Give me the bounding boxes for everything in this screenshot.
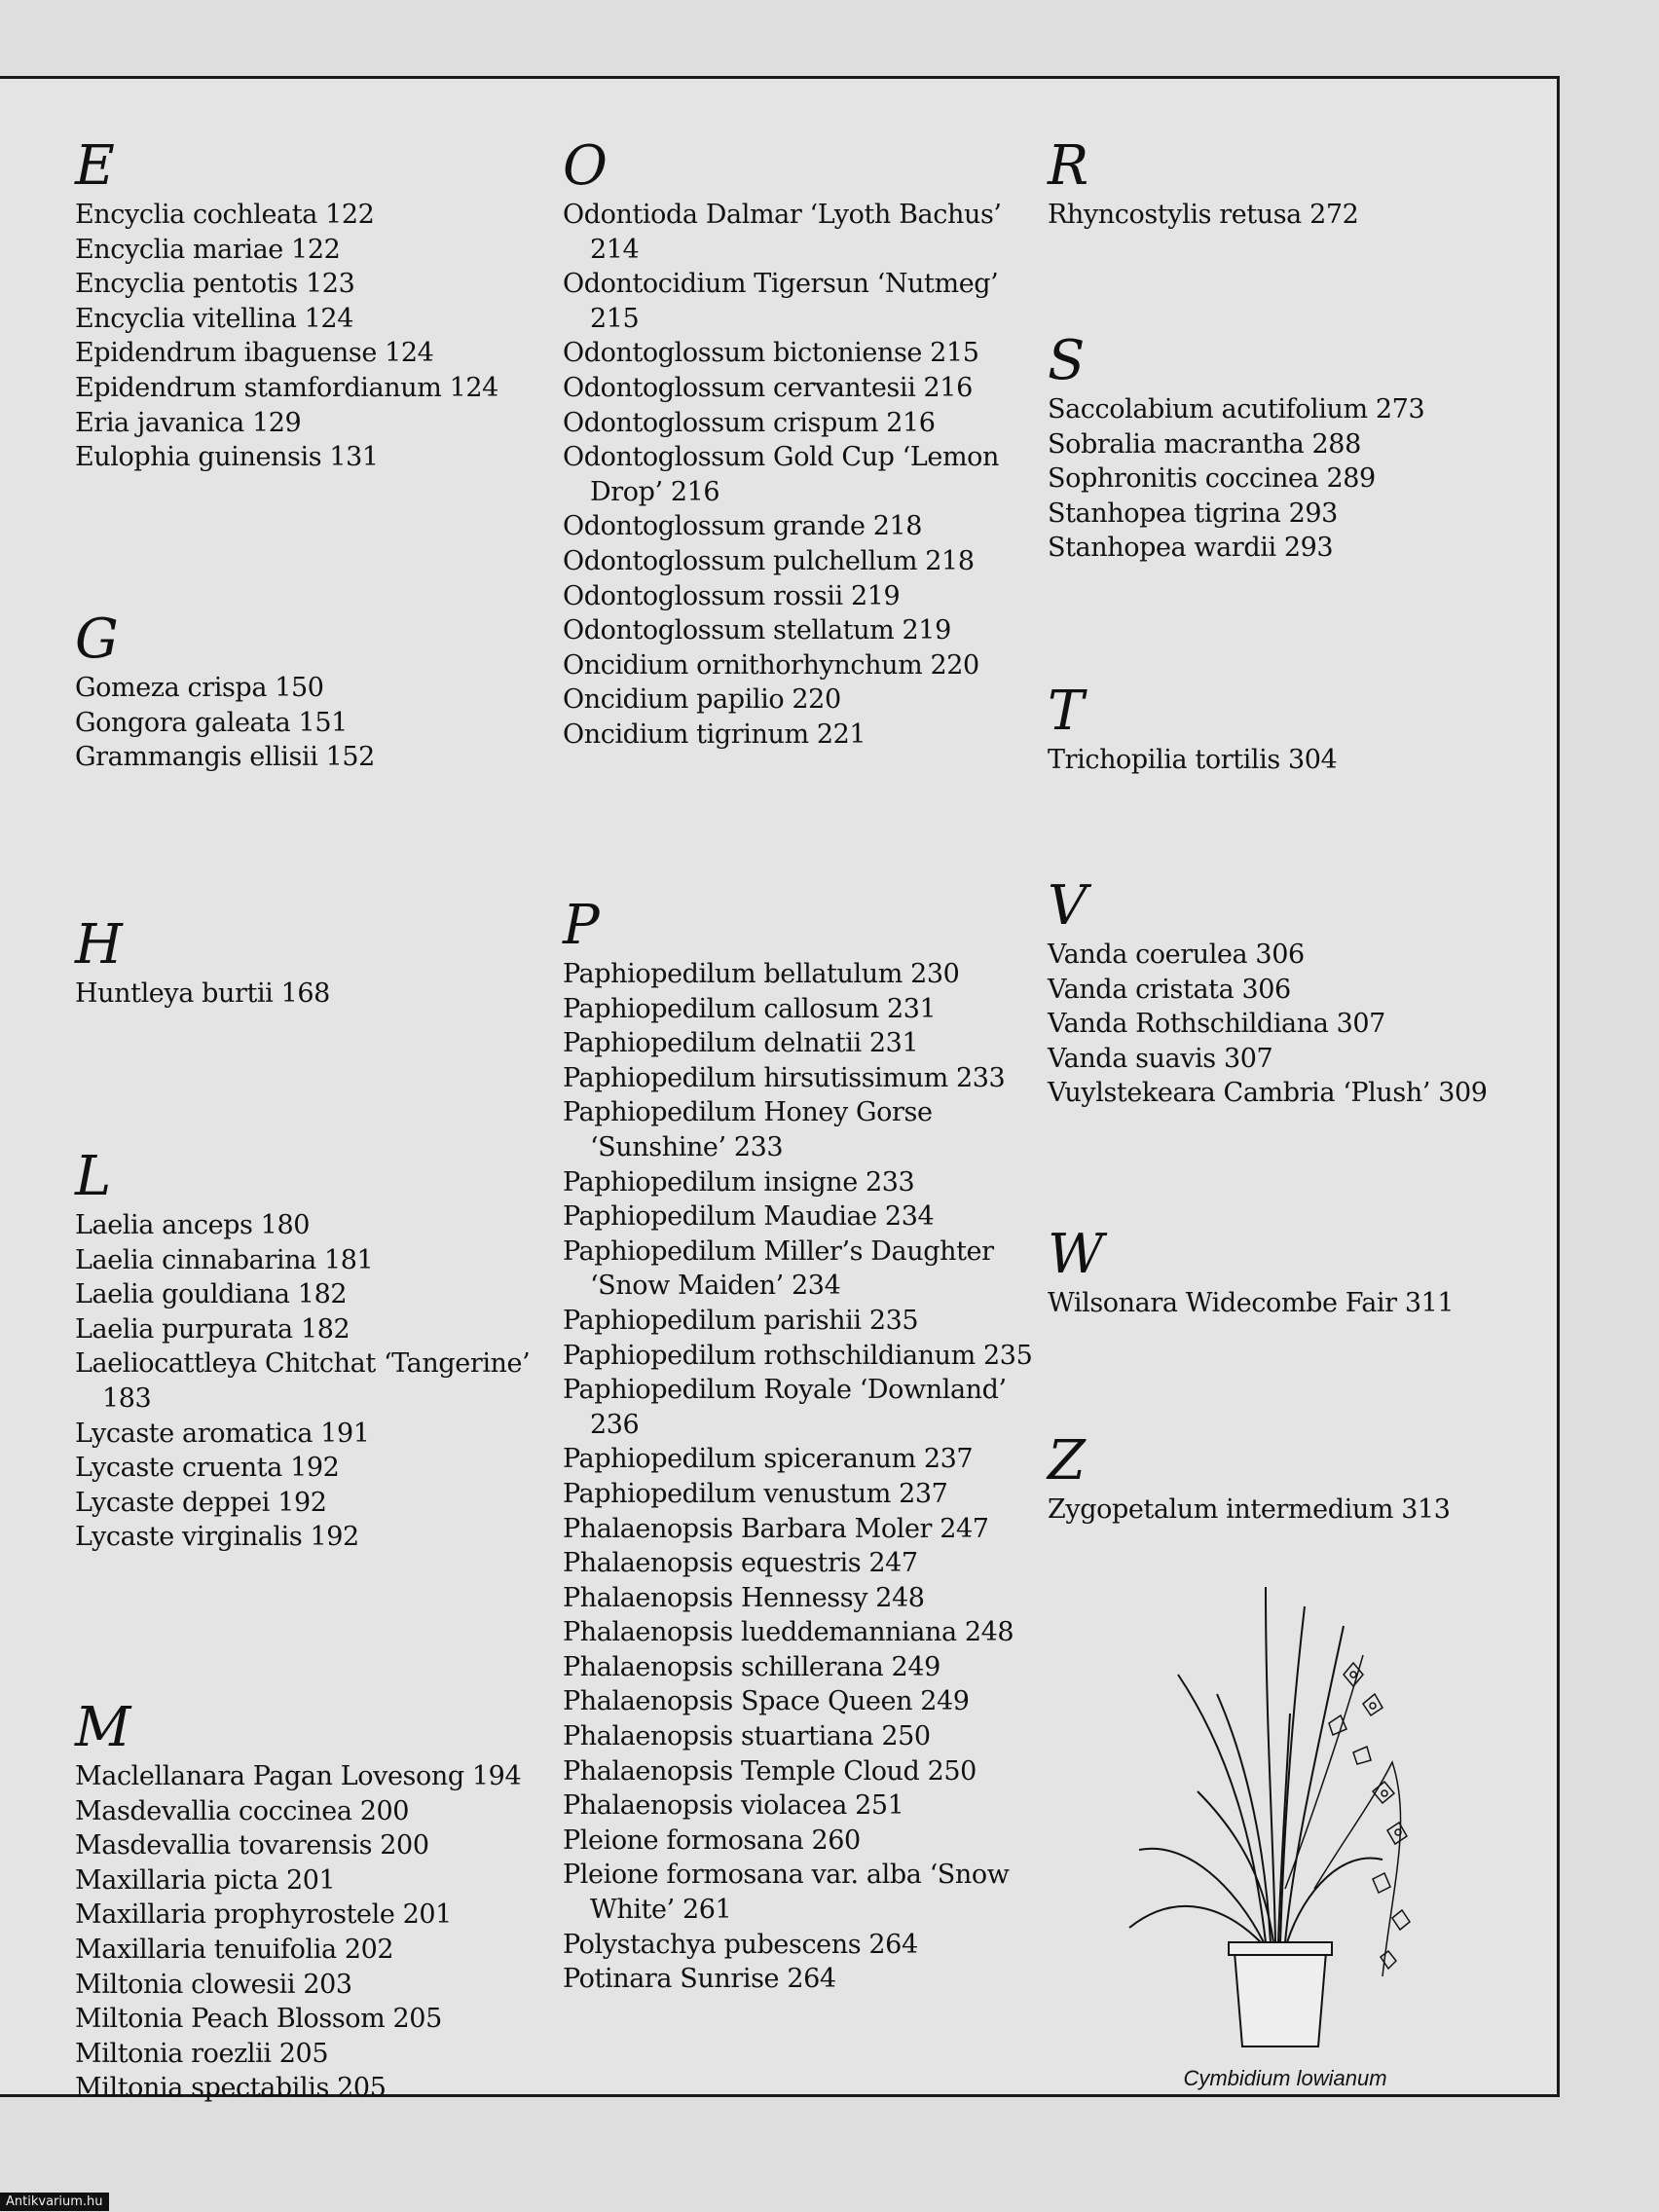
index-entry: Vuylstekeara Cambria ‘Plush’ 309	[1048, 1078, 1488, 1109]
entry-list	[1048, 1286, 1554, 1321]
index-entry: Grammangis ellisii 152	[75, 742, 375, 773]
index-entry: Miltonia clowesii 203	[75, 1969, 352, 2000]
index-entry: Laelia purpurata 182	[75, 1313, 350, 1345]
index-section-l	[75, 1145, 562, 1555]
section-letter: L	[75, 1145, 112, 1208]
index-entry: Laelia cinnabarina 181	[75, 1244, 374, 1275]
index-entry: Odontioda Dalmar ‘Lyoth Bachus’ 214	[563, 200, 1002, 265]
entry-list	[75, 977, 562, 1012]
index-entry: Lycaste cruenta 192	[75, 1453, 340, 1484]
index-section-g	[75, 608, 562, 775]
watermark-text: Antikvarium.hu	[0, 2193, 109, 2211]
index-section-r	[1048, 134, 1554, 233]
index-entry: Paphiopedilum hirsutissimum 233	[563, 1062, 1006, 1093]
index-entry: Gongora galeata 151	[75, 707, 348, 738]
index-entry: Wilsonara Widecombe Fair 311	[1048, 1288, 1455, 1318]
index-entry: Zygopetalum intermedium 313	[1048, 1494, 1451, 1525]
section-letter: Z	[1048, 1429, 1086, 1493]
index-entry: Stanhopea wardii 293	[1048, 533, 1334, 564]
index-entry: Vanda suavis 307	[1048, 1043, 1273, 1074]
entry-list	[75, 671, 562, 775]
index-entry: Vanda coerulea 306	[1048, 940, 1305, 970]
index-entry: Lycaste virginalis 192	[75, 1522, 359, 1553]
index-entry: Paphiopedilum delnatii 231	[563, 1028, 919, 1059]
index-entry: Phalaenopsis stuartiana 250	[563, 1721, 931, 1752]
section-letter: W	[1048, 1223, 1104, 1286]
index-entry: Paphiopedilum Royale ‘Downland’ 236	[563, 1375, 1007, 1440]
index-section-s	[1048, 329, 1554, 566]
index-entry: Paphiopedilum Maudiae 234	[563, 1201, 935, 1233]
index-entry: Odontoglossum Gold Cup ‘Lemon Drop’ 216	[563, 442, 1000, 507]
index-entry: Paphiopedilum venustum 237	[563, 1478, 948, 1509]
index-entry: Trichopilia tortilis 304	[1048, 745, 1338, 775]
index-entry: Paphiopedilum Miller’s Daughter ‘Snow Maiden’ 234	[563, 1235, 994, 1302]
index-entry: Phalaenopsis Temple Cloud 250	[563, 1755, 977, 1787]
index-entry: Eria javanica 129	[75, 407, 302, 438]
entry-list	[75, 1759, 562, 2106]
entry-list	[1048, 743, 1554, 778]
entry-list	[1048, 198, 1554, 233]
index-entry: Maxillaria picta 201	[75, 1864, 336, 1896]
index-entry: Paphiopedilum bellatulum 230	[563, 959, 960, 989]
index-entry: Pleione formosana 260	[563, 1825, 861, 1856]
index-entry: Gomeza crispa 150	[75, 673, 324, 703]
index-section-v	[1048, 874, 1554, 1111]
section-letter: O	[563, 134, 608, 198]
index-entry: Odontoglossum stellatum 219	[563, 615, 951, 646]
index-entry: Odontocidium Tigersun ‘Nutmeg’ 215	[563, 269, 999, 334]
index-entry: Encyclia pentotis 123	[75, 269, 355, 300]
index-section-w	[1048, 1223, 1554, 1321]
index-entry: Masdevallia tovarensis 200	[75, 1830, 429, 1862]
index-entry: Oncidium ornithorhynchum 220	[563, 649, 979, 681]
index-entry: Phalaenopsis schillerana 249	[563, 1651, 940, 1682]
section-letter: V	[1048, 874, 1088, 938]
index-entry: Oncidium tigrinum 221	[563, 719, 866, 750]
index-entry: Encyclia vitellina 124	[75, 303, 353, 334]
index-entry: Odontoglossum grande 218	[563, 511, 923, 542]
index-entry: Phalaenopsis Space Queen 249	[563, 1686, 970, 1717]
index-entry: Paphiopedilum spiceranum 237	[563, 1444, 974, 1475]
index-entry: Maxillaria tenuifolia 202	[75, 1934, 394, 1965]
index-section-e	[75, 134, 562, 475]
entry-list	[75, 198, 562, 475]
index-entry: Phalaenopsis equestris 247	[563, 1548, 918, 1579]
index-section-p	[563, 894, 1050, 1997]
index-entry: Stanhopea tigrina 293	[1048, 498, 1338, 529]
index-entry: Vanda cristata 306	[1048, 974, 1291, 1005]
index-section-m	[75, 1696, 562, 2106]
index-entry: Phalaenopsis Hennessy 248	[563, 1582, 925, 1613]
illustration-caption: Cymbidium lowianum	[1183, 2066, 1387, 2090]
section-letter: E	[75, 134, 115, 198]
index-entry: Odontoglossum bictoniense 215	[563, 338, 979, 369]
entry-list	[1048, 392, 1554, 566]
entry-list	[563, 957, 1050, 1997]
index-section-h	[75, 913, 562, 1012]
index-section-z	[1048, 1429, 1554, 1528]
index-entry: Miltonia Peach Blossom 205	[75, 2004, 442, 2035]
index-entry: Saccolabium acutifolium 273	[1048, 394, 1425, 424]
index-entry: Paphiopedilum insigne 233	[563, 1166, 915, 1198]
index-section-t	[1048, 680, 1554, 778]
index-entry: Masdevallia coccinea 200	[75, 1795, 410, 1826]
index-entry: Maclellanara Pagan Lovesong 194	[75, 1761, 522, 1791]
index-entry: Maxillaria prophyrostele 201	[75, 1899, 452, 1931]
index-entry: Pleione formosana var. alba ‘Snow White’ 261	[563, 1860, 1010, 1926]
entry-list	[563, 198, 1050, 753]
index-entry: Odontoglossum cervantesii 216	[563, 372, 973, 403]
section-letter: H	[75, 913, 123, 977]
index-entry: Odontoglossum crispum 216	[563, 407, 936, 438]
index-entry: Epidendrum ibaguense 124	[75, 338, 434, 369]
section-letter: P	[563, 894, 600, 957]
index-entry: Phalaenopsis violacea 251	[563, 1790, 904, 1822]
index-entry: Odontoglossum pulchellum 218	[563, 545, 975, 576]
index-entry: Huntleya burtii 168	[75, 978, 330, 1009]
index-entry: Rhyncostylis retusa 272	[1048, 200, 1359, 230]
entry-list	[75, 1208, 562, 1555]
index-entry: Lycaste aromatica 191	[75, 1418, 370, 1449]
index-entry: Eulophia guinensis 131	[75, 442, 379, 473]
index-entry: Odontoglossum rossii 219	[563, 580, 901, 611]
index-entry: Potinara Sunrise 264	[563, 1964, 836, 1995]
index-entry: Miltonia roezlii 205	[75, 2038, 329, 2069]
potted-orchid-illustration	[1120, 1567, 1451, 2064]
index-section-o	[563, 134, 1050, 753]
index-entry: Sophronitis coccinea 289	[1048, 463, 1376, 495]
index-entry: Phalaenopsis lueddemanniana 248	[563, 1617, 1014, 1648]
index-entry: Lycaste deppei 192	[75, 1487, 327, 1518]
section-letter: R	[1048, 134, 1089, 198]
index-entry: Paphiopedilum rothschildianum 235	[563, 1340, 1033, 1371]
entry-list	[1048, 1493, 1554, 1528]
index-entry: Laeliocattleya Chitchat ‘Tangerine’ 183	[75, 1348, 531, 1414]
index-entry: Laelia anceps 180	[75, 1210, 310, 1240]
index-entry: Vanda Rothschildiana 307	[1048, 1009, 1385, 1040]
index-entry: Phalaenopsis Barbara Moler 247	[563, 1513, 989, 1544]
index-entry: Paphiopedilum Honey Gorse ‘Sunshine’ 233	[563, 1097, 933, 1162]
index-entry: Miltonia spectabilis 205	[75, 2073, 387, 2104]
section-letter: S	[1048, 329, 1086, 392]
index-entry: Polystachya pubescens 264	[563, 1929, 918, 1960]
section-letter: G	[75, 608, 119, 671]
index-entry: Epidendrum stamfordianum 124	[75, 372, 498, 403]
index-entry: Laelia gouldiana 182	[75, 1279, 348, 1310]
index-entry: Paphiopedilum parishii 235	[563, 1305, 919, 1336]
index-entry: Paphiopedilum callosum 231	[563, 993, 937, 1024]
index-entry: Encyclia mariae 122	[75, 234, 341, 265]
entry-list	[1048, 938, 1554, 1111]
section-letter: T	[1048, 680, 1085, 743]
index-entry: Oncidium papilio 220	[563, 684, 841, 716]
index-entry: Sobralia macrantha 288	[1048, 428, 1361, 460]
index-entry: Encyclia cochleata 122	[75, 200, 375, 230]
section-letter: M	[75, 1696, 131, 1759]
